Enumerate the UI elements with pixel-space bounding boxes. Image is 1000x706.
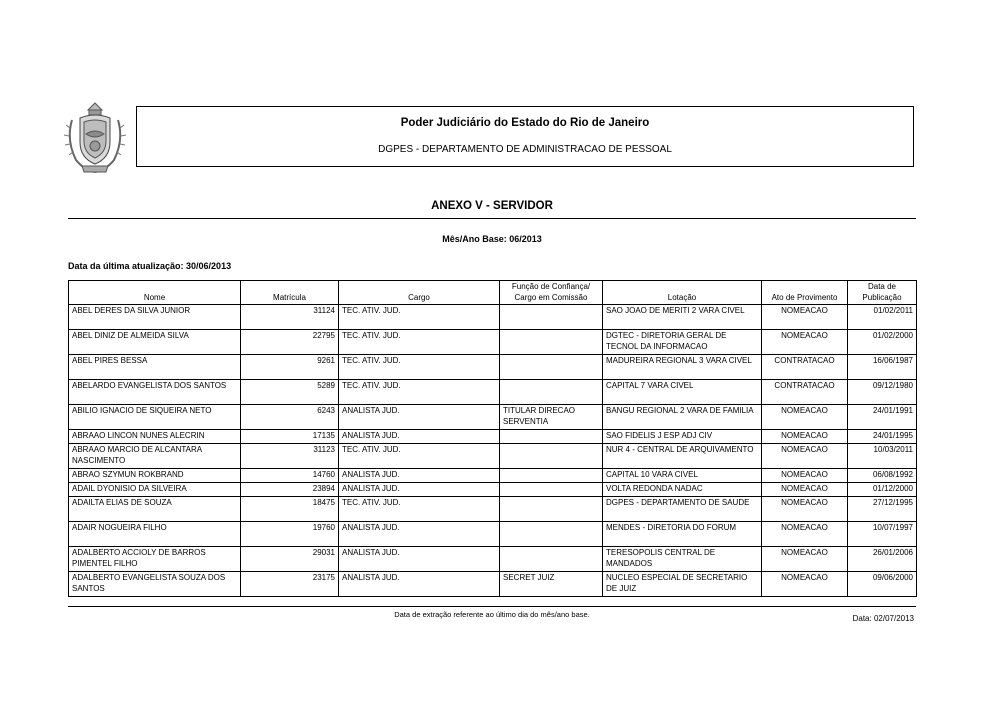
cell-nome: ABRAO SZYMUN ROKBRAND: [69, 469, 241, 483]
cell-data: 26/01/2006: [848, 547, 917, 572]
col-header-ato: Ato de Provimento: [762, 281, 848, 305]
cell-matricula: 14760: [241, 469, 339, 483]
staff-table: [68, 280, 917, 597]
cell-nome: ABEL DINIZ DE ALMEIDA SILVA: [69, 330, 241, 355]
cell-cargo: TEC. ATIV. JUD.: [339, 305, 500, 330]
cell-matricula: 22795: [241, 330, 339, 355]
cell-nome: ABRAAO LINCON NUNES ALECRIN: [69, 430, 241, 444]
cell-data: 16/06/1987: [848, 355, 917, 380]
cell-cargo: TEC. ATIV. JUD.: [339, 355, 500, 380]
col-header-funcao-line1: Função de Confiança/: [511, 282, 591, 291]
cell-data: 01/02/2011: [848, 305, 917, 330]
cell-lotacao: CAPITAL 7 VARA CIVEL: [603, 380, 762, 405]
cell-cargo: ANALISTA JUD.: [339, 405, 500, 430]
cell-nome: ABELARDO EVANGELISTA DOS SANTOS: [69, 380, 241, 405]
table-row: [69, 547, 917, 572]
cell-funcao: [500, 444, 603, 469]
last-update: Data da última atualização: 30/06/2013: [68, 261, 232, 271]
table-row: [69, 330, 917, 355]
cell-ato: NOMEACAO: [762, 305, 848, 330]
table-row: [69, 444, 917, 469]
cell-matricula: 9261: [241, 355, 339, 380]
title-divider: [68, 218, 916, 219]
cell-funcao: [500, 430, 603, 444]
col-header-data-line1: Data de: [867, 282, 897, 291]
table-row: [69, 522, 917, 547]
footer-divider: [68, 606, 916, 607]
table-row: [69, 572, 917, 597]
cell-matricula: 31123: [241, 444, 339, 469]
cell-ato: NOMEACAO: [762, 483, 848, 497]
report-title: ANEXO V - SERVIDOR: [431, 200, 553, 212]
col-header-nome: Nome: [69, 281, 241, 305]
cell-cargo: ANALISTA JUD.: [339, 483, 500, 497]
cell-lotacao: NUCLEO ESPECIAL DE SECRETARIO DE JUIZ: [603, 572, 762, 597]
cell-nome: ABEL DERES DA SILVA JUNIOR: [69, 305, 241, 330]
cell-ato: CONTRATACAO: [762, 380, 848, 405]
cell-data: 27/12/1995: [848, 497, 917, 522]
cell-data: 09/12/1980: [848, 380, 917, 405]
cell-cargo: ANALISTA JUD.: [339, 469, 500, 483]
footer-date: Data: 02/07/2013: [852, 614, 914, 623]
header-title: Poder Judiciário do Estado do Rio de Janeiro: [400, 117, 650, 129]
cell-lotacao: DGTEC - DIRETORIA GERAL DE TECNOL DA INFORMACAO: [603, 330, 762, 355]
cell-ato: NOMEACAO: [762, 330, 848, 355]
table-row: [69, 405, 917, 430]
cell-data: 01/12/2000: [848, 483, 917, 497]
header-box: [136, 106, 914, 167]
cell-funcao: [500, 330, 603, 355]
cell-data: 10/03/2011: [848, 444, 917, 469]
cell-matricula: 23894: [241, 483, 339, 497]
cell-funcao: [500, 522, 603, 547]
cell-data: 10/07/1997: [848, 522, 917, 547]
cell-nome: ADAILTA ELIAS DE SOUZA: [69, 497, 241, 522]
col-header-cargo: Cargo: [339, 281, 500, 305]
coat-of-arms-icon: [62, 100, 128, 176]
cell-ato: NOMEACAO: [762, 522, 848, 547]
footer-note: Data de extração referente ao último dia do mês/ano base.: [394, 610, 590, 619]
cell-cargo: ANALISTA JUD.: [339, 430, 500, 444]
cell-funcao: TITULAR DIRECAO SERVENTIA: [500, 405, 603, 430]
cell-funcao: [500, 483, 603, 497]
cell-data: 24/01/1995: [848, 430, 917, 444]
cell-nome: ADAIL DYONISIO DA SILVEIRA: [69, 483, 241, 497]
table-row: [69, 483, 917, 497]
cell-funcao: [500, 469, 603, 483]
cell-nome: ABEL PIRES BESSA: [69, 355, 241, 380]
cell-ato: NOMEACAO: [762, 444, 848, 469]
cell-ato: NOMEACAO: [762, 469, 848, 483]
cell-funcao: [500, 355, 603, 380]
cell-nome: ABILIO IGNACIO DE SIQUEIRA NETO: [69, 405, 241, 430]
cell-lotacao: BANGU REGIONAL 2 VARA DE FAMILIA: [603, 405, 762, 430]
cell-funcao: [500, 380, 603, 405]
cell-funcao: SECRET JUIZ: [500, 572, 603, 597]
cell-nome: ADALBERTO EVANGELISTA SOUZA DOS SANTOS: [69, 572, 241, 597]
cell-lotacao: DGPES - DEPARTAMENTO DE SAUDE: [603, 497, 762, 522]
cell-data: 06/08/1992: [848, 469, 917, 483]
cell-cargo: ANALISTA JUD.: [339, 572, 500, 597]
cell-matricula: 5289: [241, 380, 339, 405]
cell-ato: NOMEACAO: [762, 405, 848, 430]
cell-ato: NOMEACAO: [762, 430, 848, 444]
header-subtitle: DGPES - DEPARTAMENTO DE ADMINISTRACAO DE PESSOAL: [378, 144, 672, 155]
cell-cargo: TEC. ATIV. JUD.: [339, 497, 500, 522]
cell-lotacao: TERESOPOLIS CENTRAL DE MANDADOS: [603, 547, 762, 572]
col-header-lotacao: Lotação: [603, 281, 762, 305]
cell-cargo: TEC. ATIV. JUD.: [339, 444, 500, 469]
col-header-funcao: [500, 281, 603, 305]
table-row: [69, 497, 917, 522]
table-row: [69, 305, 917, 330]
cell-lotacao: SAO FIDELIS J ESP ADJ CIV: [603, 430, 762, 444]
cell-lotacao: MENDES - DIRETORIA DO FORUM: [603, 522, 762, 547]
cell-matricula: 31124: [241, 305, 339, 330]
report-period: Mês/Ano Base: 06/2013: [442, 234, 542, 244]
cell-nome: ADALBERTO ACCIOLY DE BARROS PIMENTEL FILHO: [69, 547, 241, 572]
table-row: [69, 380, 917, 405]
cell-data: 01/02/2000: [848, 330, 917, 355]
cell-cargo: TEC. ATIV. JUD.: [339, 330, 500, 355]
cell-lotacao: NUR 4 - CENTRAL DE ARQUIVAMENTO: [603, 444, 762, 469]
col-header-data: [848, 281, 917, 305]
cell-matricula: 17135: [241, 430, 339, 444]
table-row: [69, 355, 917, 380]
table-row: [69, 469, 917, 483]
cell-ato: NOMEACAO: [762, 547, 848, 572]
col-header-data-line2: Publicação: [862, 292, 902, 302]
cell-nome: ABRAAO MARCIO DE ALCANTARA NASCIMENTO: [69, 444, 241, 469]
cell-lotacao: SAO JOAO DE MERITI 2 VARA CIVEL: [603, 305, 762, 330]
cell-funcao: [500, 547, 603, 572]
col-header-matricula: Matrícula: [241, 281, 339, 305]
cell-lotacao: MADUREIRA REGIONAL 3 VARA CIVEL: [603, 355, 762, 380]
cell-lotacao: CAPITAL 10 VARA CIVEL: [603, 469, 762, 483]
cell-matricula: 23175: [241, 572, 339, 597]
cell-nome: ADAIR NOGUEIRA FILHO: [69, 522, 241, 547]
cell-ato: NOMEACAO: [762, 497, 848, 522]
cell-funcao: [500, 497, 603, 522]
cell-matricula: 6243: [241, 405, 339, 430]
table-header-row: [69, 281, 917, 305]
cell-ato: CONTRATACAO: [762, 355, 848, 380]
cell-cargo: ANALISTA JUD.: [339, 547, 500, 572]
cell-matricula: 29031: [241, 547, 339, 572]
cell-funcao: [500, 305, 603, 330]
cell-cargo: TEC. ATIV. JUD.: [339, 380, 500, 405]
cell-cargo: ANALISTA JUD.: [339, 522, 500, 547]
cell-lotacao: VOLTA REDONDA NADAC: [603, 483, 762, 497]
cell-ato: NOMEACAO: [762, 572, 848, 597]
cell-matricula: 18475: [241, 497, 339, 522]
cell-data: 09/06/2000: [848, 572, 917, 597]
cell-matricula: 19760: [241, 522, 339, 547]
cell-data: 24/01/1991: [848, 405, 917, 430]
col-header-funcao-line2: Cargo em Comissão: [514, 292, 588, 302]
table-row: [69, 430, 917, 444]
